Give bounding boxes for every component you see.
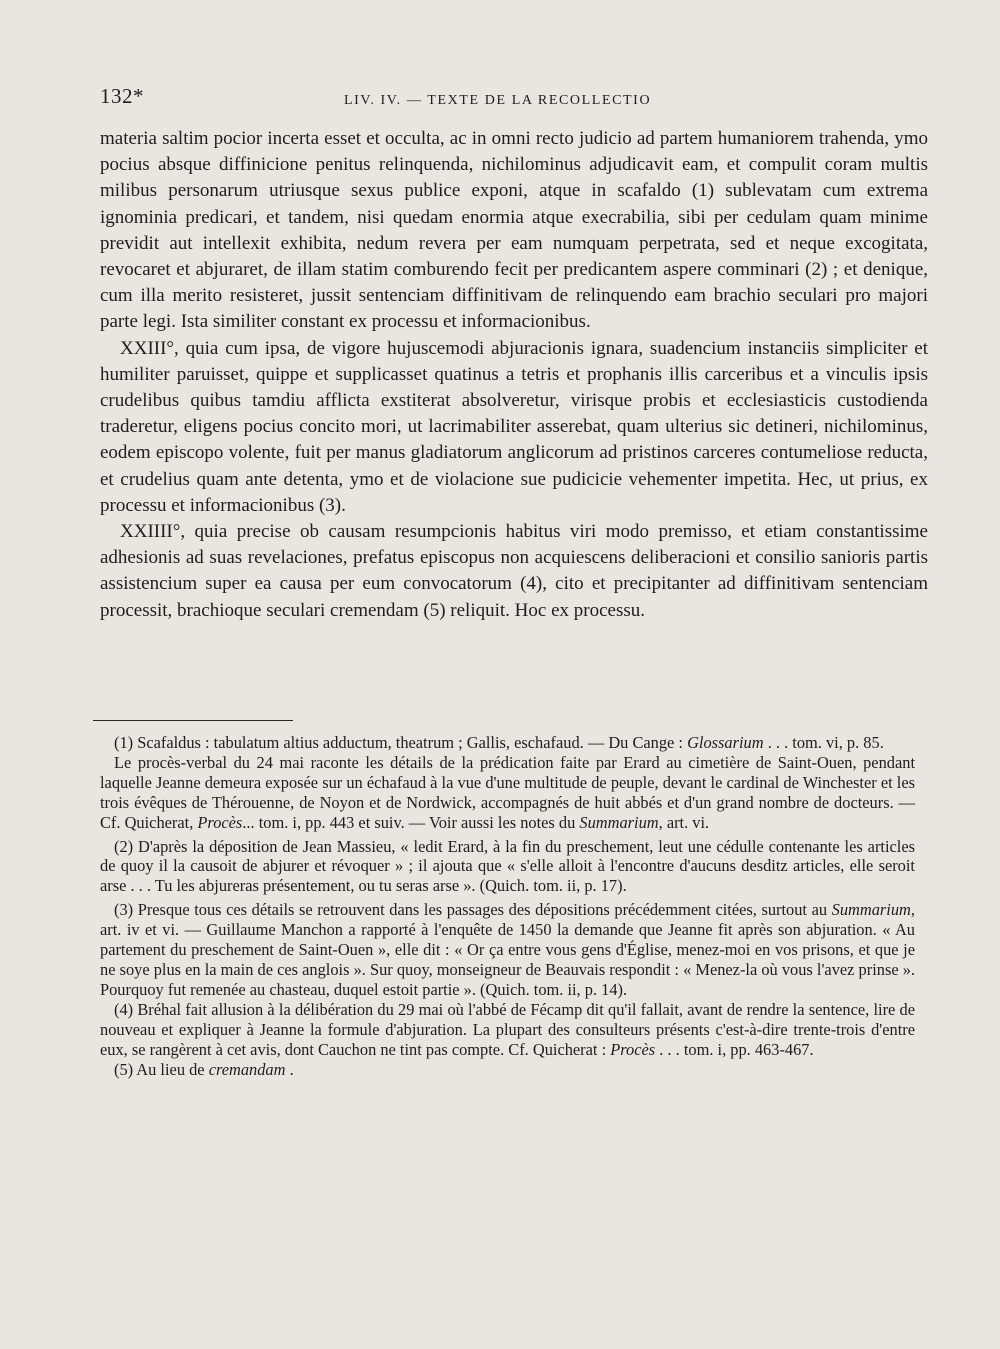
- footnote-italic: Procès: [610, 1039, 656, 1059]
- main-paragraph: materia saltim pocior incerta esset et occulta, ac in omni recto judicio ad partem humaniorem trahenda, ymo pocius absque diffinicione penitus relinquenda, nichilominus adjudicavit eam, et compulit coram multis milibus personarum utriusque sexus publice exponi, atque in scafaldo (1) sublevatam cum extrema ignominia predicari, et tandem, nisi quedam enormia atque execrabilia, sibi per cedulam quam minime previdit aut intellexit exhibita, nedum revera per eam numquam perpetrata, sed et neque excogitata, revocaret et abjuraret, de illam statim comburendo fecit per predicantem aspere comminari (2) ; et denique, cum illa merito resisteret, jussit sentenciam diffinitivam de relinquendo eam brachio seculari pro majori parte legi. Ista similiter constant ex processu et informacionibus.: [100, 128, 928, 333]
- footnote-text: (4) Bréhal fait allusion à la délibération du 29 mai où l'abbé de Fécamp dit qu'il fallait, avant de rendre la sentence, lire de nouveau et expliquer à Jeanne la formule d'abjuration. La plupart des consulteurs présents c'est-à-dire trente-trois d'entre eux, se rangèrent à cet avis, dont Cauchon ne tint pas compte. Cf. Quicherat :: [100, 999, 915, 1059]
- footnote-italic: Glossarium: [687, 733, 764, 752]
- footnote-4: [100, 1000, 915, 1060]
- footnote-text: (1) Scafaldus : tabulatum altius adductum, theatrum ; Gallis, eschafaud. — Du Cange :: [114, 733, 688, 752]
- footnote-separator: [93, 720, 293, 721]
- footnote-italic: cremandam: [208, 1059, 286, 1079]
- footnote-italic: Summarium: [831, 900, 911, 920]
- footnote-text: .: [285, 1059, 294, 1079]
- footnote-text: Le procès-verbal du 24 mai raconte les détails de la prédication faite par Erard au cimetière de Saint-Ouen, pendant laquelle Jeanne demeura exposée sur un échafaud à la vue d'une multitude de peuple, devant le cardinal de Winchester et les trois évêques de Thérouenne, de Noyon et de Nordwick, accompagnés de huit abbés et d'un grand nombre de docteurs. — Cf. Quicherat,: [100, 752, 915, 832]
- footnote-text: ... tom. i, pp. 443 et suiv. — Voir aussi les notes du: [242, 812, 580, 832]
- footnote-text: , art. vi.: [658, 812, 710, 832]
- footnotes: [100, 733, 915, 1079]
- footnote-5: [100, 1060, 915, 1080]
- footnote-1: [100, 733, 915, 753]
- footnote-1-continued: [100, 753, 915, 833]
- running-head: LIV. IV. — TEXTE DE LA RECOLLECTIO: [344, 93, 652, 108]
- footnote-text: . . . tom. vi, p. 85.: [763, 733, 884, 752]
- footnote-text: (3) Presque tous ces détails se retrouvent dans les passages des dépositions précédemment citées, surtout au: [114, 900, 832, 920]
- footnote-italic: Procès: [197, 812, 243, 832]
- page-header: [100, 84, 930, 114]
- main-text: [100, 126, 928, 624]
- footnote-text: . . . tom. i, pp. 463-467.: [655, 1039, 814, 1059]
- main-paragraph: XXIIII°, quia precise ob causam resumpcionis habitus viri modo premisso, et etiam constantissime adhesionis ad suas revelaciones, prefatus episcopus non acquiescens deliberacioni et consilio sanioris partis assistencium super ea causa per eum convocatorum (4), cito et precipitanter ad diffinitivam sentenciam processit, brachioque seculari cremendam (5) reliquit. Hoc ex processu.: [100, 521, 928, 621]
- main-paragraph: XXIII°, quia cum ipsa, de vigore hujuscemodi abjuracionis ignara, suadencium instanciis simpliciter et humiliter paruisset, quippe et supplicasset quatinus a tetris et prophanis illis carceribus et a vinculis ipsis crudelibus quibus tamdiu afflicta exstiterat absolveretur, virisque probis et ecclesiasticis custodienda traderetur, eligens pocius concito mori, ut lacrimabiliter asserebat, quam ulterius sic detineri, nichilominus, eodem episcopo volente, fuit per manus gladiatorum anglicorum ad pristinos carceres contumeliose reducta, et crudelius quam ante detenta, ymo et de violacione sue pudicicie vehementer impetita. Hec, ut prius, ex processu et informacionibus (3).: [100, 337, 928, 516]
- footnote-3: [100, 900, 915, 1000]
- footnote-text: , art. iv et vi. — Guillaume Manchon a rapporté à l'enquête de 1450 la demande que Jeanne fit après son abjuration. « Au partement du preschement de Saint-Ouen », elle dit : « Or ça entre vous gens d'Église, menez-moi en vos prisons, et que je ne soye plus en la main de ces anglois ». Sur quoy, monseigneur de Beauvais respondit : « Menez-la où vous l'avez prinse ». Pourquoy fut remenée au chasteau, duquel estoit partie ». (Quich. tom. ii, p. 14).: [100, 900, 915, 999]
- footnote-italic: Summarium: [579, 812, 659, 832]
- footnote-text: (5) Au lieu de: [114, 1059, 209, 1079]
- footnote-2: (2) D'après la déposition de Jean Massieu, « ledit Erard, à la fin du preschement, leut une cédulle contenante les articles de quoy il la causoit de abjurer et révoquer » ; il ajouta que « s'elle alloit à l'encontre d'aucuns desditz articles, elle seroit arse . . . Tu les abjureras présentement, ou tu seras arse ». (Quich. tom. ii, p. 17).: [100, 836, 915, 896]
- page-number: 132*: [100, 84, 144, 108]
